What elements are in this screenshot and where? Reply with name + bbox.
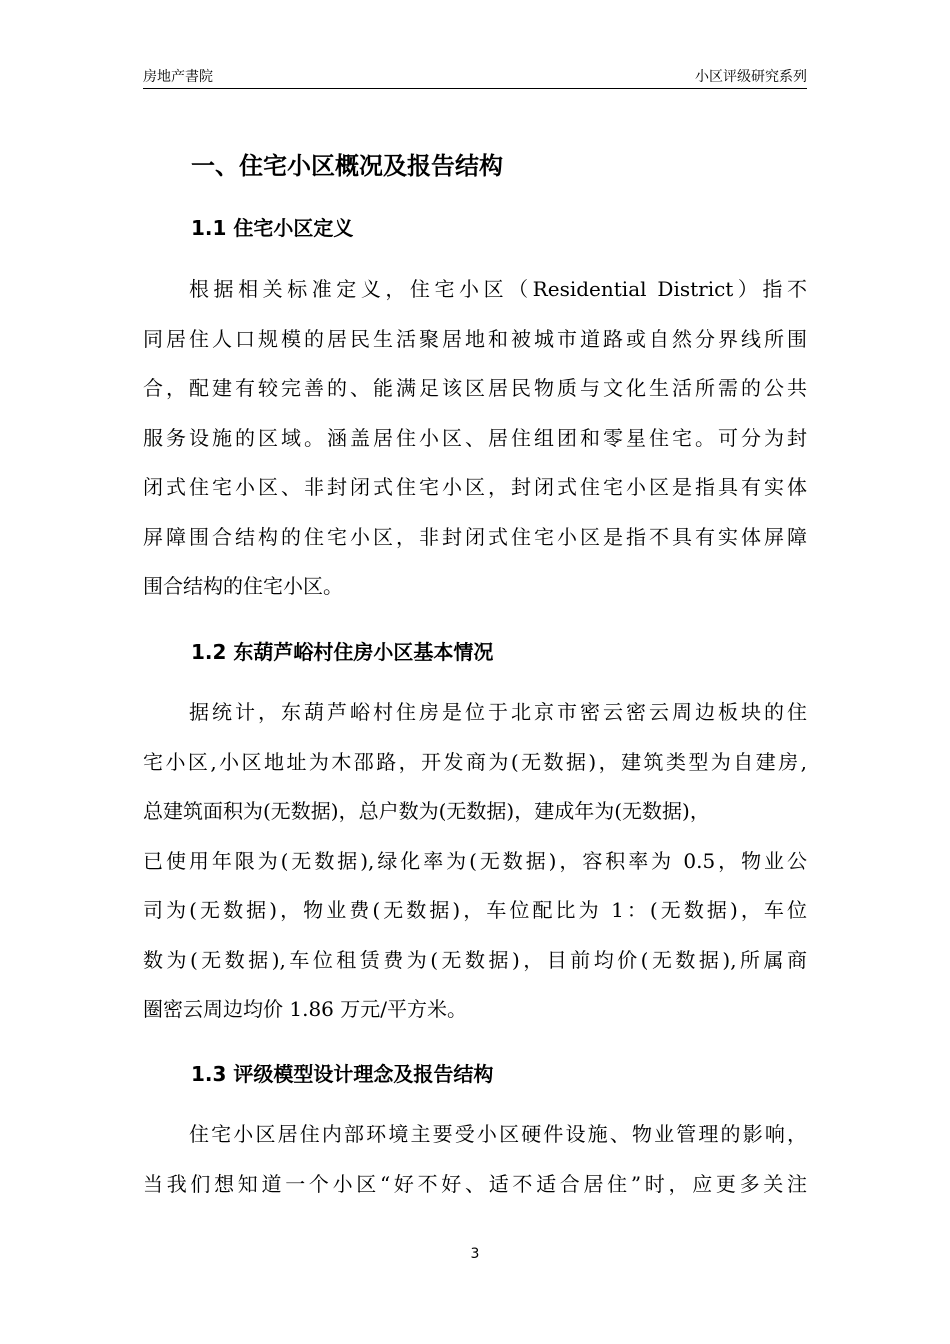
paragraph-line: 已使用年限为(无数据),绿化率为(无数据)，容积率为 0.5，物业公 — [143, 848, 807, 873]
page-number: 3 — [470, 1246, 480, 1262]
paragraph-line: 闭式住宅小区、非封闭式住宅小区，封闭式住宅小区是指具有实体 — [143, 475, 807, 499]
chapter-title: 一、住宅小区概况及报告结构 — [191, 152, 503, 180]
header-left-text: 房地产書院 — [143, 69, 213, 85]
paragraph-line: 司为(无数据)，物业费(无数据)，车位配比为 1：(无数据)，车位 — [143, 898, 807, 922]
paragraph-line: 总建筑面积为(无数据)，总户数为(无数据)，建成年为(无数据)， — [143, 799, 710, 823]
paragraph-line: 住宅小区居住内部环境主要受小区硬件设施、物业管理的影响， — [189, 1122, 807, 1146]
paragraph-line: 服务设施的区域。涵盖居住小区、居住组团和零星住宅。可分为封 — [143, 425, 807, 450]
paragraph-line: 数为(无数据),车位租赁费为(无数据)，目前均价(无数据),所属商 — [143, 947, 807, 972]
paragraph-line: 围合结构的住宅小区。 — [143, 574, 343, 598]
paragraph-line: 合，配建有较完善的、能满足该区居民物质与文化生活所需的公共 — [143, 376, 807, 400]
paragraph-line: 宅小区,小区地址为木邵路，开发商为(无数据)，建筑类型为自建房, — [143, 749, 807, 774]
page-header — [143, 66, 807, 89]
section-heading-1-3: 1.3 评级模型设计理念及报告结构 — [191, 1062, 494, 1086]
section-1-2-paragraph — [143, 688, 807, 1035]
section-1-1-paragraph — [143, 265, 807, 612]
paragraph-line: 根据相关标准定义，住宅小区（Residential District）指不 — [189, 277, 807, 301]
header-right-text: 小区评级研究系列 — [695, 69, 807, 85]
section-heading-1-2: 1.2 东葫芦峪村住房小区基本情况 — [191, 640, 494, 664]
paragraph-line: 当我们想知道一个小区“好不好、适不适合居住”时，应更多关注 — [143, 1171, 807, 1196]
paragraph-line: 据统计，东葫芦峪村住房是位于北京市密云密云周边板块的住 — [189, 700, 807, 724]
section-heading-1-1: 1.1 住宅小区定义 — [191, 216, 354, 240]
paragraph-line: 屏障围合结构的住宅小区，非封闭式住宅小区是指不具有实体屏障 — [143, 524, 807, 549]
paragraph-line: 圈密云周边均价 1.86 万元/平方米。 — [143, 997, 467, 1021]
paragraph-line: 同居住人口规模的居民生活聚居地和被城市道路或自然分界线所围 — [143, 326, 807, 351]
section-1-3-paragraph — [143, 1110, 807, 1209]
